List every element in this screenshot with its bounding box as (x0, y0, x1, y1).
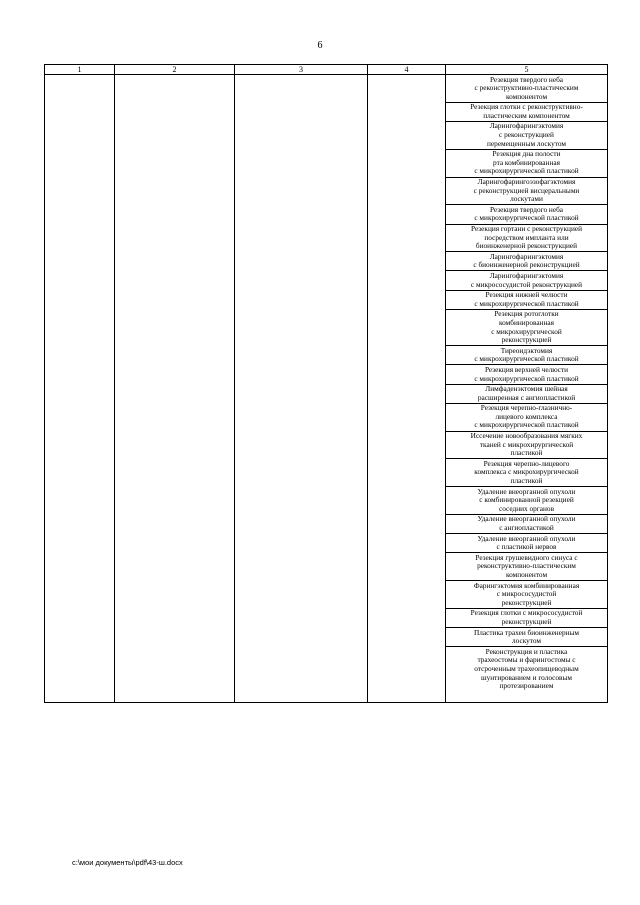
procedure-item: Резекция гортани с реконструкцией посредством импланта или биоинженерной реконструкцией (446, 225, 607, 253)
column-2-cell (115, 75, 235, 703)
procedure-item: Ларингофарингэктомия с микрососудистой реконструкцией (446, 271, 607, 290)
procedure-item: Ларингофарингоэзофагэктомия с реконструкцией висцеральными лоскутами (446, 178, 607, 206)
procedure-item: Удаление внеорганной опухоли с пластикой нервов (446, 534, 607, 553)
procedure-item: Удаление внеорганной опухоли с комбинированной резекцией соседних органов (446, 487, 607, 515)
table-row (45, 75, 608, 703)
procedure-item: Резекция верхней челюсти с микрохирургической пластикой (446, 365, 607, 384)
procedure-item: Резекция дна полости рта комбинированная с микрохирургической пластикой (446, 150, 607, 178)
procedure-item: Резекция глотки с микрососудистой реконструкцией (446, 609, 607, 628)
procedure-item: Резекция нижней челюсти с микрохирургической пластикой (446, 291, 607, 310)
procedure-item: Резекция глотки с реконструктивно- пластическим компонентом (446, 103, 607, 122)
column-header-2: 2 (115, 65, 235, 75)
procedure-item: Резекция грушевидного синуса с реконструктивно-пластическим компонентом (446, 553, 607, 581)
column-header-4: 4 (368, 65, 446, 75)
column-3-cell (235, 75, 368, 703)
procedure-item: Резекция твердого неба с реконструктивно-пластическим компонентом (446, 75, 607, 103)
column-header-1: 1 (45, 65, 115, 75)
column-4-cell (368, 75, 446, 703)
procedure-item: Тиреоидэктомия с микрохирургической пластикой (446, 346, 607, 365)
procedure-item: Резекция черепно-лицевого комплекса с микрохирургической пластикой (446, 459, 607, 487)
page-number: 6 (317, 40, 323, 51)
document-file-path: c:\мои документы\pdf\43-ш.docx (72, 858, 183, 867)
procedure-item: Реконструкция и пластика трахеостомы и фарингостомы с отсроченным трахеопищеводным шунтированием и голосовым протезированием (474, 646, 579, 691)
column-header-3: 3 (235, 65, 368, 75)
procedure-item: Удаление внеорганной опухоли с ангиопластикой (446, 515, 607, 534)
procedure-item: Пластика трахеи биоинженерным лоскутом (446, 628, 607, 647)
procedure-item: Резекция твердого неба с микрохирургической пластикой (446, 205, 607, 224)
column-header-5: 5 (446, 65, 608, 75)
procedure-item: Фарингэктомия комбинированная с микрососудистой реконструкцией (446, 581, 607, 609)
procedure-item: Лимфаденэктомия шейная расширенная с ангиопластикой (446, 385, 607, 404)
procedure-item: Ларингофарингэктомия с реконструкцией перемещенным лоскутом (446, 122, 607, 150)
procedure-item: Резекция черепно-глазнично- лицевого комплекса с микрохирургической пластикой (446, 404, 607, 432)
procedure-item: Иссечение новообразования мягких тканей с микрохирургической пластикой (446, 432, 607, 460)
procedure-item: Ларингофарингэктомия с биоинженерной реконструкцией (446, 252, 607, 271)
procedure-item: Резекция ротоглотки комбинированная с микрохирургической реконструкцией (446, 310, 607, 346)
column-number-row (45, 65, 608, 75)
column-5-procedures-cell (446, 75, 608, 703)
procedures-table (44, 64, 608, 703)
column-1-cell (45, 75, 115, 703)
